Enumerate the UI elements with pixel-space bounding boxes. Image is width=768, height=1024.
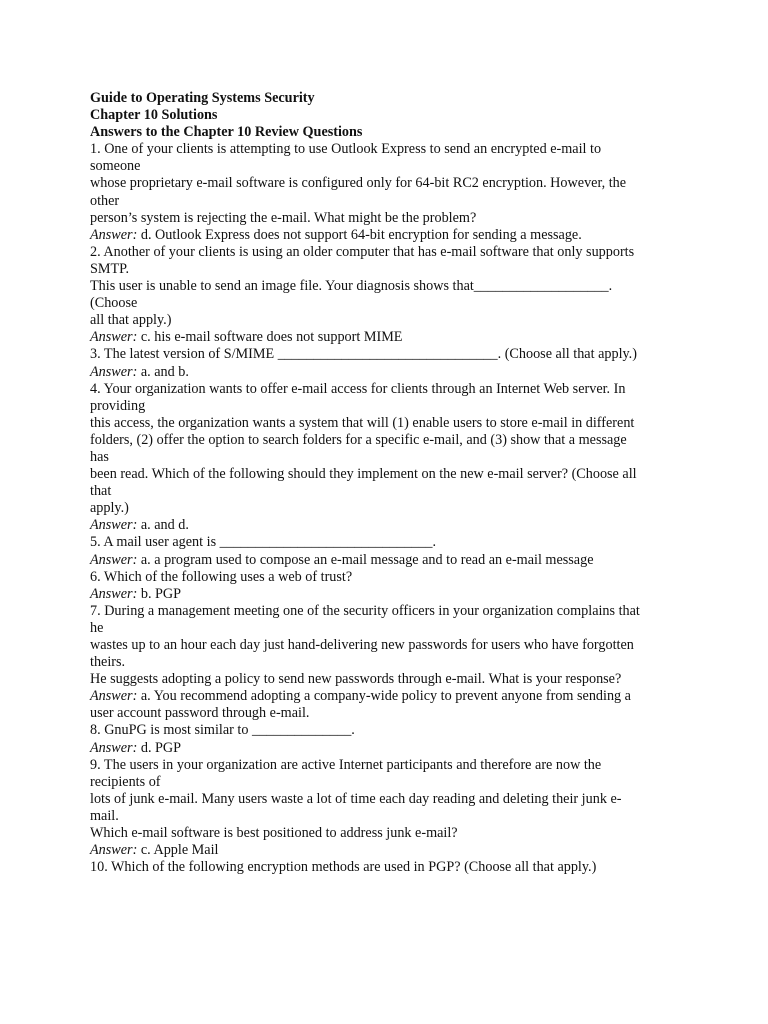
question-line: 9. The users in your organization are active Internet participants and therefore are now the [90, 756, 602, 773]
answer-label: Answer: [90, 363, 138, 380]
answer-line [90, 842, 690, 859]
answer-label: Answer: [90, 517, 138, 534]
answer-label: Answer: [90, 842, 138, 859]
question-line: lots of junk e-mail. Many users waste a lot of time each day reading and deleting their junk e- [90, 790, 622, 807]
question-line: someone [90, 158, 141, 175]
chapter-heading: Chapter 10 Solutions [90, 107, 218, 124]
document-body [90, 141, 690, 876]
question-line: SMTP. [90, 260, 130, 277]
section-heading: Answers to the Chapter 10 Review Questions [90, 124, 363, 141]
question-line: This user is unable to send an image file. Your diagnosis shows that___________________. [90, 278, 613, 295]
question-line: theirs. [90, 654, 126, 671]
answer-label: Answer: [90, 329, 138, 346]
answer-line [90, 586, 690, 603]
question-line: all that apply.) [90, 312, 172, 329]
question-line: (Choose [90, 295, 138, 312]
answer-text: a. a program used to compose an e-mail message and to read an e-mail message [137, 551, 594, 568]
question-line: providing [90, 397, 146, 414]
answer-line [90, 227, 690, 244]
answer-text: a. and b. [137, 363, 189, 380]
question-line: 10. Which of the following encryption methods are used in PGP? (Choose all that apply.) [90, 859, 597, 876]
question-line: 2. Another of your clients is using an older computer that has e-mail software that only supports [90, 243, 635, 260]
answer-label: Answer: [90, 585, 138, 602]
question-line: 1. One of your clients is attempting to use Outlook Express to send an encrypted e-mail to [90, 141, 602, 158]
question-line: 7. During a management meeting one of the security officers in your organization complains that [90, 602, 640, 619]
answer-line [90, 364, 690, 381]
answer-text: c. Apple Mail [137, 842, 219, 859]
question-line: He suggests adopting a policy to send new passwords through e-mail. What is your response? [90, 671, 622, 688]
question-line: user account password through e-mail. [90, 705, 310, 722]
question-line: apply.) [90, 500, 129, 517]
answer-line [90, 740, 690, 757]
question-line: person’s system is rejecting the e-mail. What might be the problem? [90, 209, 477, 226]
question-line: this access, the organization wants a system that will (1) enable users to store e-mail in different [90, 414, 635, 431]
document-page [90, 90, 690, 876]
answer-line [90, 517, 690, 534]
answer-text: a. and d. [137, 517, 189, 534]
document-title: Guide to Operating Systems Security [90, 90, 315, 106]
question-line: 5. A mail user agent is ______________________________. [90, 534, 436, 551]
question-line: 3. The latest version of S/MIME _______________________________. (Choose all that apply.) [90, 346, 637, 363]
answer-text: d. PGP [137, 739, 182, 756]
question-line: has [90, 448, 109, 465]
question-line: 4. Your organization wants to offer e-mail access for clients through an Internet Web server. In [90, 380, 626, 397]
answer-text: c. his e-mail software does not support MIME [137, 329, 403, 346]
answer-text: a. You recommend adopting a company-wide policy to prevent anyone from sending a [137, 688, 631, 705]
answer-line [90, 688, 690, 705]
answer-line [90, 329, 690, 346]
question-line: wastes up to an hour each day just hand-delivering new passwords for users who have forgotten [90, 637, 634, 653]
question-line: Which e-mail software is best positioned to address junk e-mail? [90, 825, 458, 842]
question-line: been read. Which of the following should they implement on the new e-mail server? (Choose all [90, 466, 637, 483]
answer-label: Answer: [90, 226, 138, 243]
answer-line [90, 552, 690, 569]
answer-label: Answer: [90, 739, 138, 756]
question-line: other [90, 192, 120, 209]
answer-text: d. Outlook Express does not support 64-bit encryption for sending a message. [137, 226, 582, 243]
question-line: whose proprietary e-mail software is configured only for 64-bit RC2 encryption. However, the [90, 175, 627, 192]
answer-text: b. PGP [137, 585, 182, 602]
question-line: he [90, 619, 104, 636]
answer-label: Answer: [90, 551, 138, 568]
question-line: 6. Which of the following uses a web of trust? [90, 568, 353, 585]
question-line: 8. GnuPG is most similar to ______________. [90, 722, 355, 739]
answer-label: Answer: [90, 688, 138, 705]
question-line: folders, (2) offer the option to search folders for a specific e-mail, and (3) show that a message [90, 431, 627, 448]
question-line: mail. [90, 807, 119, 824]
question-line: recipients of [90, 773, 161, 790]
question-line: that [90, 483, 112, 500]
